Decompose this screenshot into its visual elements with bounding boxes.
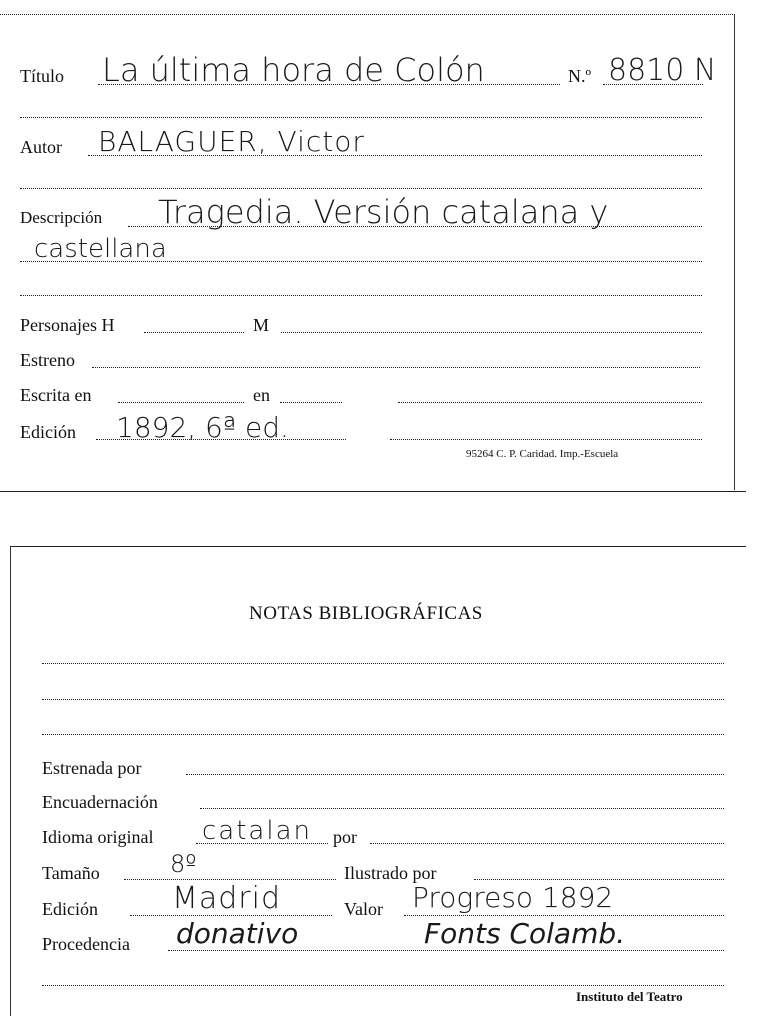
bottom-edicion-label: Edición <box>42 899 98 919</box>
descripcion-label: Descripción <box>20 208 103 227</box>
notas-line-2 <box>42 699 724 700</box>
encuadernacion-label: Encuadernación <box>42 792 158 812</box>
tamano-value: 8º <box>170 850 197 878</box>
valor-label: Valor <box>344 899 383 919</box>
notas-line-3 <box>42 734 724 735</box>
estreno-label: Estreno <box>20 350 75 370</box>
titulo-label: Título <box>20 66 64 86</box>
notas-heading: NOTAS BIBLIOGRÁFICAS <box>249 603 483 624</box>
personajes-label: Personajes H <box>20 315 115 335</box>
card-bottom-left-edge <box>10 546 11 1016</box>
escrita-en-second-label: en <box>253 385 270 405</box>
ilustrado-por-line <box>474 879 724 880</box>
personajes-m-label: M <box>253 315 270 335</box>
edicion-value: 1892, 6ª ed. <box>116 411 289 444</box>
titulo-value: La última hora de Colón <box>102 51 485 89</box>
bottom-edicion-value: Madrid <box>172 881 282 916</box>
estrenada-por-line <box>186 774 724 775</box>
idioma-original-value: catalan <box>202 816 312 846</box>
estrenada-por-label: Estrenada por <box>42 758 142 778</box>
procedencia-label: Procedencia <box>42 934 130 954</box>
procedencia-line <box>168 950 724 951</box>
idioma-por-label: por <box>333 827 357 847</box>
autor-value: BALAGUER, Victor <box>98 125 365 158</box>
numero-label: N.º <box>568 66 592 86</box>
procedencia-value: donativo <box>176 917 299 950</box>
procedencia-extra-value: Fonts Colamb. <box>424 917 626 950</box>
valor-line <box>404 915 724 916</box>
notas-line-1 <box>42 663 724 664</box>
bottom-last-line <box>42 985 724 986</box>
descripcion-value-line1: Tragedia. Versión catalana y <box>158 193 609 231</box>
idioma-original-label: Idioma original <box>42 827 154 847</box>
encuadernacion-line <box>200 808 724 809</box>
autor-label: Autor <box>20 137 62 157</box>
tamano-label: Tamaño <box>42 863 100 883</box>
escrita-en-label: Escrita en <box>20 385 92 405</box>
valor-value: Progreso 1892 <box>412 881 614 914</box>
footer-institute: Instituto del Teatro <box>576 989 683 1004</box>
tamano-line <box>124 879 336 880</box>
idioma-por-line <box>370 843 724 844</box>
ilustrado-por-label: Ilustrado por <box>344 863 437 883</box>
descripcion-value-line2: castellana <box>34 234 167 264</box>
edicion-label: Edición <box>20 422 76 442</box>
printer-note: 95264 C. P. Caridad. Imp.-Escuela <box>466 448 619 460</box>
card-bottom-top-edge <box>10 546 746 547</box>
numero-value: 8810 N <box>608 53 717 88</box>
